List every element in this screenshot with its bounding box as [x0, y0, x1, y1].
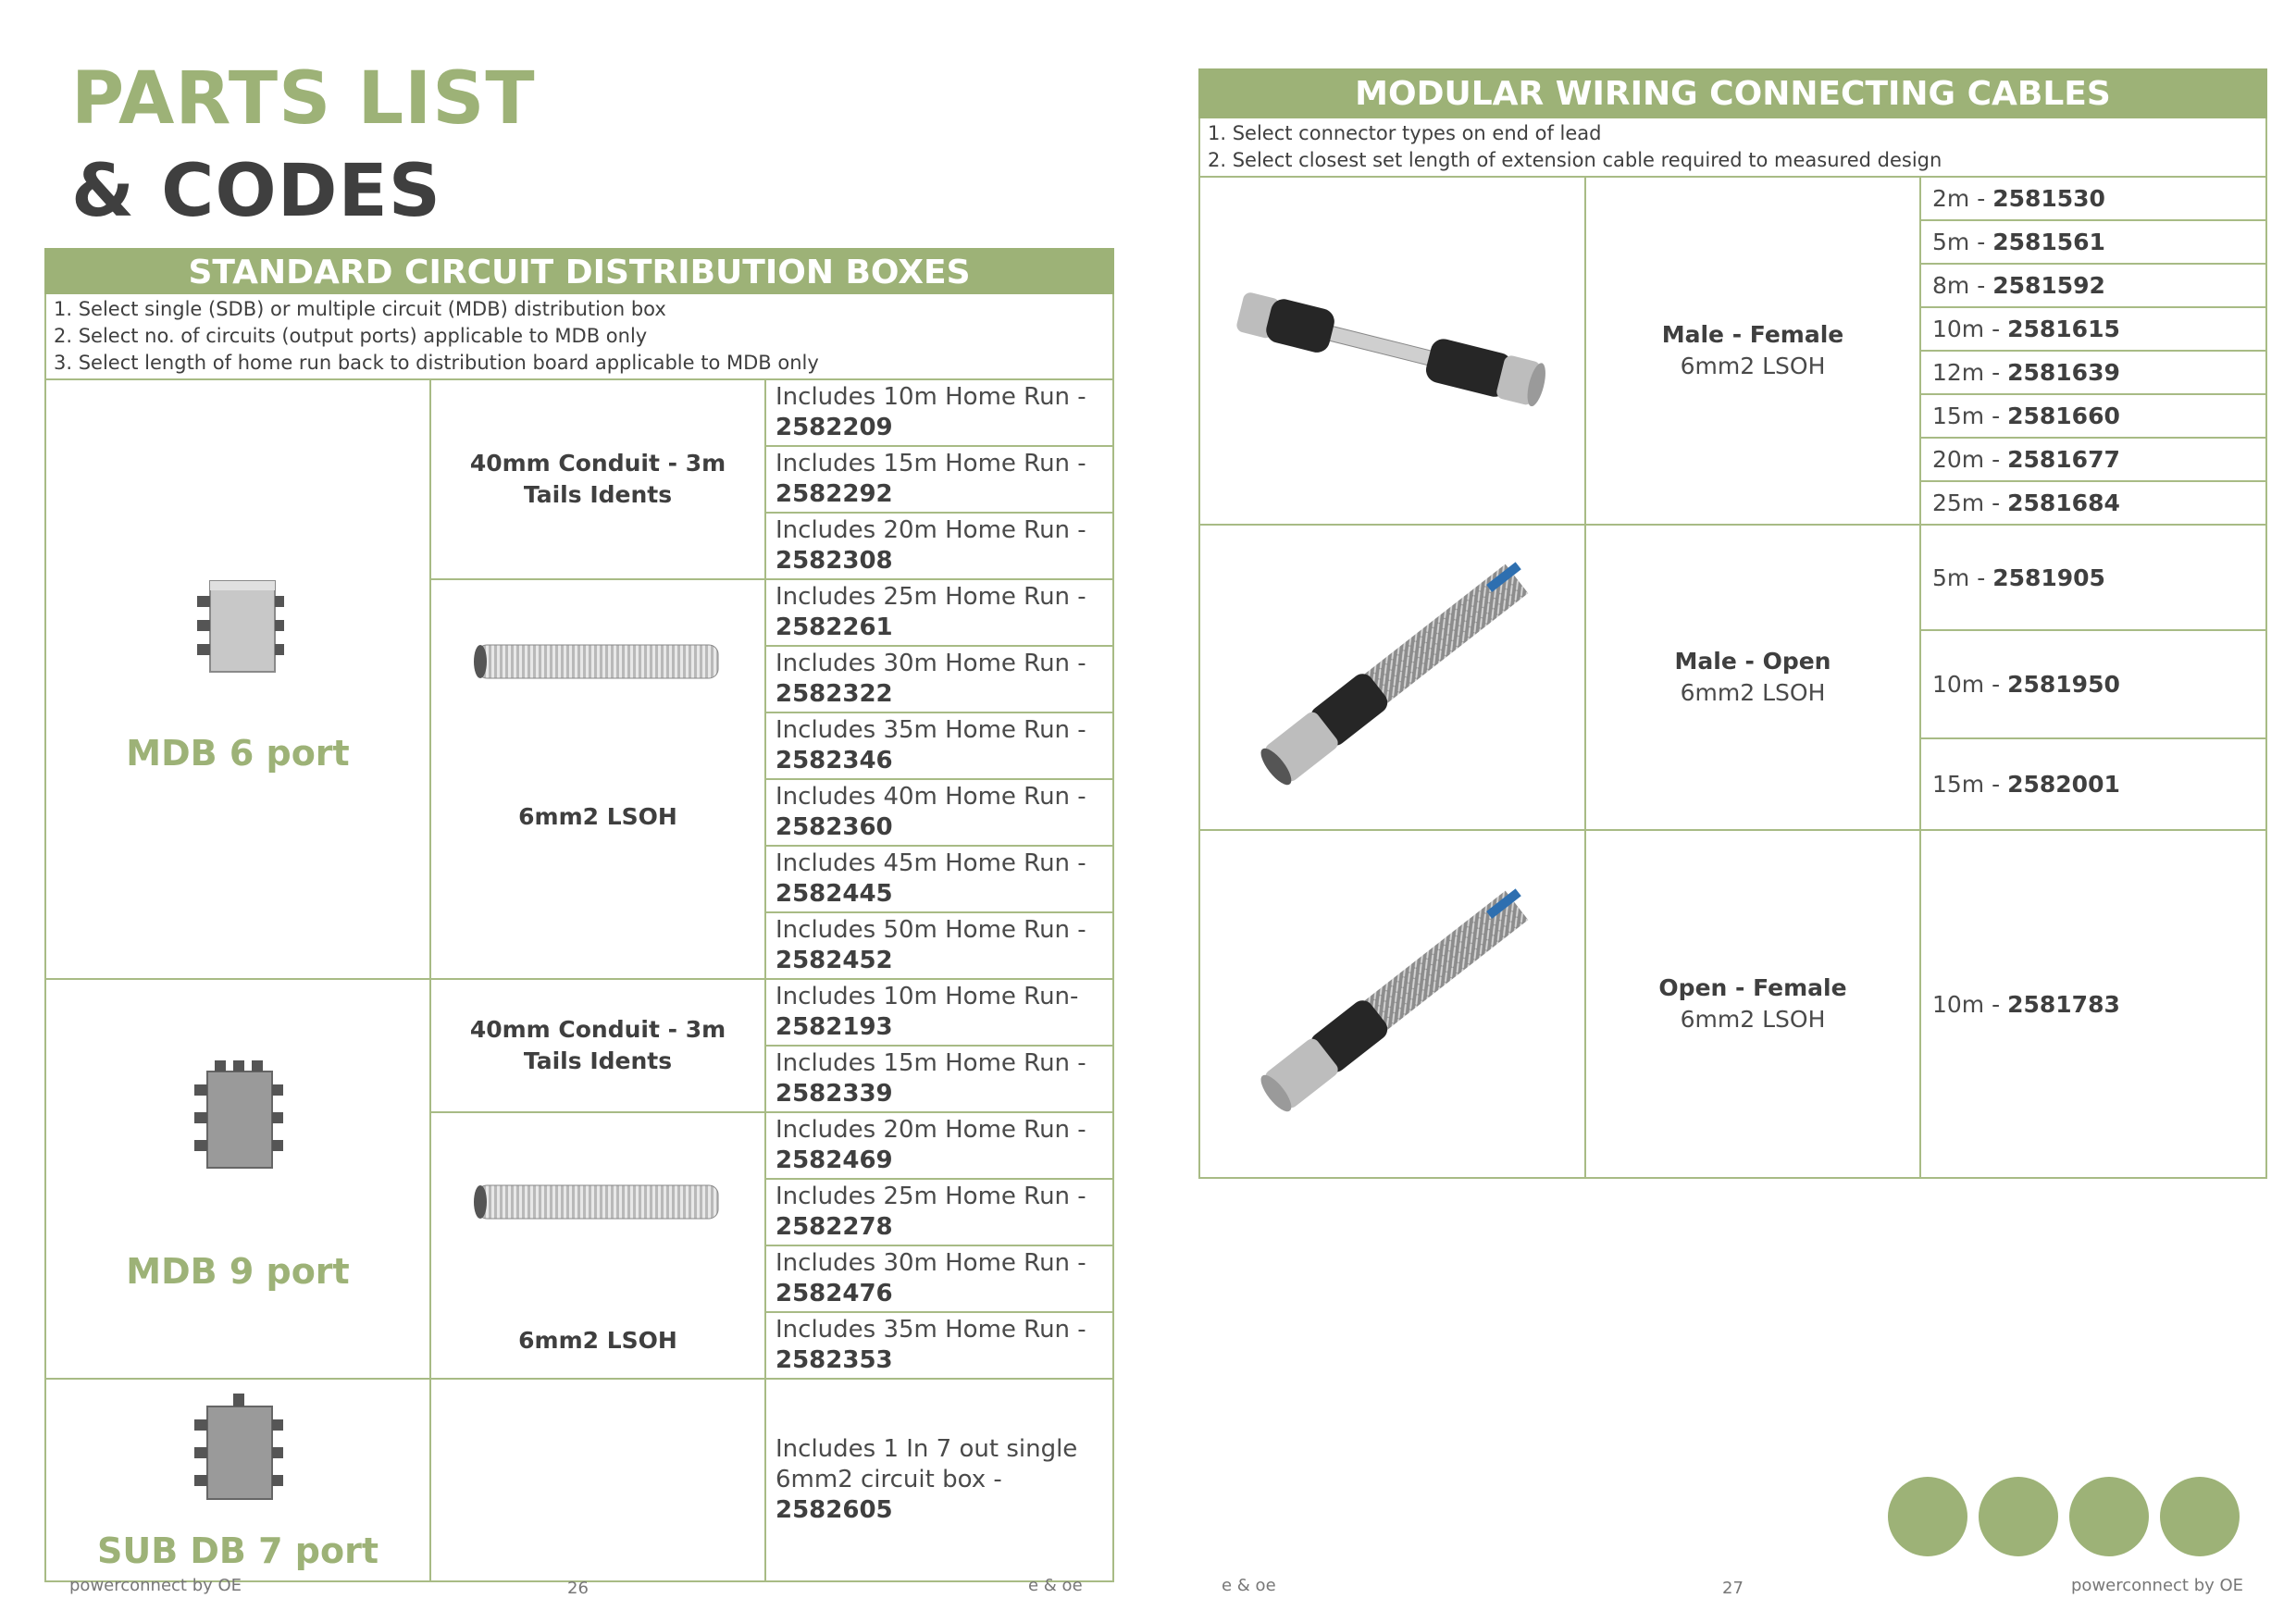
subdb7-item: Includes 1 In 7 out single 6mm2 circuit box - 2582605 — [765, 1379, 1113, 1581]
run-item: Includes 20m Home Run - 2582308 — [765, 513, 1113, 579]
mdb9-cable-cell — [430, 1112, 765, 1379]
mdb9-cell — [45, 979, 430, 1379]
mdb6-cable-cell — [430, 579, 765, 979]
mdb6-cell — [45, 379, 430, 979]
open-female-name: Open - Female — [1658, 974, 1847, 1001]
length-item: 25m - 2581684 — [1920, 481, 2266, 525]
length-item: 10m - 2581783 — [1920, 830, 2266, 1178]
distribution-header: STANDARD CIRCUIT DISTRIBUTION BOXES — [45, 249, 1113, 293]
connecting-cables-table — [1198, 68, 2267, 1179]
mdb6-label: MDB 6 port — [126, 733, 350, 774]
run-item: Includes 50m Home Run - 2582452 — [765, 912, 1113, 979]
mdb9-box-image — [187, 1057, 289, 1177]
male-female-cable-image — [1217, 256, 1569, 441]
run-item: Includes 35m Home Run - 2582346 — [765, 712, 1113, 779]
length-item: 12m - 2581639 — [1920, 351, 2266, 394]
male-open-type-cell — [1585, 525, 1920, 830]
run-item: Includes 30m Home Run - 2582476 — [765, 1245, 1113, 1312]
run-item: Includes 10m Home Run - 2582209 — [765, 379, 1113, 446]
run-item: Includes 35m Home Run - 2582353 — [765, 1312, 1113, 1379]
run-item: Includes 25m Home Run - 2582278 — [765, 1179, 1113, 1245]
length-item: 5m - 2581561 — [1920, 220, 2266, 264]
conduit-image — [464, 617, 732, 700]
run-item: Includes 45m Home Run - 2582445 — [765, 846, 1113, 912]
length-item: 8m - 2581592 — [1920, 264, 2266, 307]
male-open-spec: 6mm2 LSOH — [1680, 679, 1826, 706]
subdb7-label: SUB DB 7 port — [96, 1530, 379, 1571]
run-item: Includes 15m Home Run - 2582339 — [765, 1046, 1113, 1112]
page-title: PARTS LIST — [71, 57, 536, 141]
length-item: 15m - 2582001 — [1920, 738, 2266, 830]
open-female-type-cell — [1585, 830, 1920, 1178]
footer-right-eoe: e & oe — [1222, 1576, 1276, 1595]
open-female-image-cell — [1199, 830, 1585, 1178]
male-female-type-cell — [1585, 177, 1920, 525]
decorative-circle — [2069, 1477, 2149, 1556]
subdb7-empty-cell — [430, 1379, 765, 1581]
cables-instructions: 1. Select connector types on end of lead 2. Select closest set length of extension cable required to measured design — [1199, 118, 2266, 177]
subdb7-cell — [45, 1379, 430, 1581]
run-item: Includes 10m Home Run- 2582193 — [765, 979, 1113, 1046]
mdb6-cable-label: 6mm2 LSOH — [518, 803, 677, 830]
footer-left-eoe: e & oe — [1028, 1576, 1083, 1595]
length-item: 5m - 2581905 — [1920, 525, 2266, 630]
run-item: Includes 25m Home Run - 2582261 — [765, 579, 1113, 646]
decorative-circle — [1979, 1477, 2058, 1556]
length-item: 10m - 2581950 — [1920, 630, 2266, 738]
distribution-instructions: 1. Select single (SDB) or multiple circuit (MDB) distribution box 2. Select no. of circuits (output ports) applicable to MDB only 3. Select length of home run back to distribution board applicable to MDB only — [45, 293, 1113, 379]
footer-right-brand: powerconnect by OE — [2071, 1576, 2244, 1595]
length-item: 15m - 2581660 — [1920, 394, 2266, 438]
mdb6-box-image — [192, 576, 284, 677]
male-female-name: Male - Female — [1661, 321, 1844, 348]
male-open-image-cell — [1199, 525, 1585, 830]
length-item: 20m - 2581677 — [1920, 438, 2266, 481]
male-open-name: Male - Open — [1674, 648, 1831, 675]
mdb9-conduit-label: 40mm Conduit - 3m Tails Idents — [430, 979, 765, 1112]
subdb7-box-image — [187, 1392, 289, 1512]
distribution-boxes-table — [44, 248, 1114, 1582]
run-item: Includes 15m Home Run - 2582292 — [765, 446, 1113, 513]
open-female-cable-image — [1217, 863, 1569, 1141]
mdb9-label: MDB 9 port — [126, 1251, 350, 1292]
male-female-image-cell — [1199, 177, 1585, 525]
male-female-spec: 6mm2 LSOH — [1680, 353, 1826, 379]
page-subtitle: & CODES — [71, 150, 441, 233]
decorative-circle — [1888, 1477, 1967, 1556]
decorative-circle — [2160, 1477, 2240, 1556]
length-item: 10m - 2581615 — [1920, 307, 2266, 351]
length-item: 2m - 2581530 — [1920, 177, 2266, 220]
run-item: Includes 40m Home Run - 2582360 — [765, 779, 1113, 846]
conduit-image — [464, 1159, 732, 1243]
mdb6-conduit-label: 40mm Conduit - 3m Tails Idents — [430, 379, 765, 579]
footer-right-page-number: 27 — [1722, 1579, 1744, 1598]
open-female-spec: 6mm2 LSOH — [1680, 1006, 1826, 1033]
run-item: Includes 30m Home Run - 2582322 — [765, 646, 1113, 712]
run-item: Includes 20m Home Run - 2582469 — [765, 1112, 1113, 1179]
cables-header: MODULAR WIRING CONNECTING CABLES — [1199, 69, 2266, 118]
footer-left-page-number: 26 — [567, 1579, 589, 1598]
footer-left-brand: powerconnect by OE — [69, 1576, 242, 1595]
mdb9-cable-label: 6mm2 LSOH — [518, 1327, 677, 1354]
male-open-cable-image — [1217, 537, 1569, 814]
